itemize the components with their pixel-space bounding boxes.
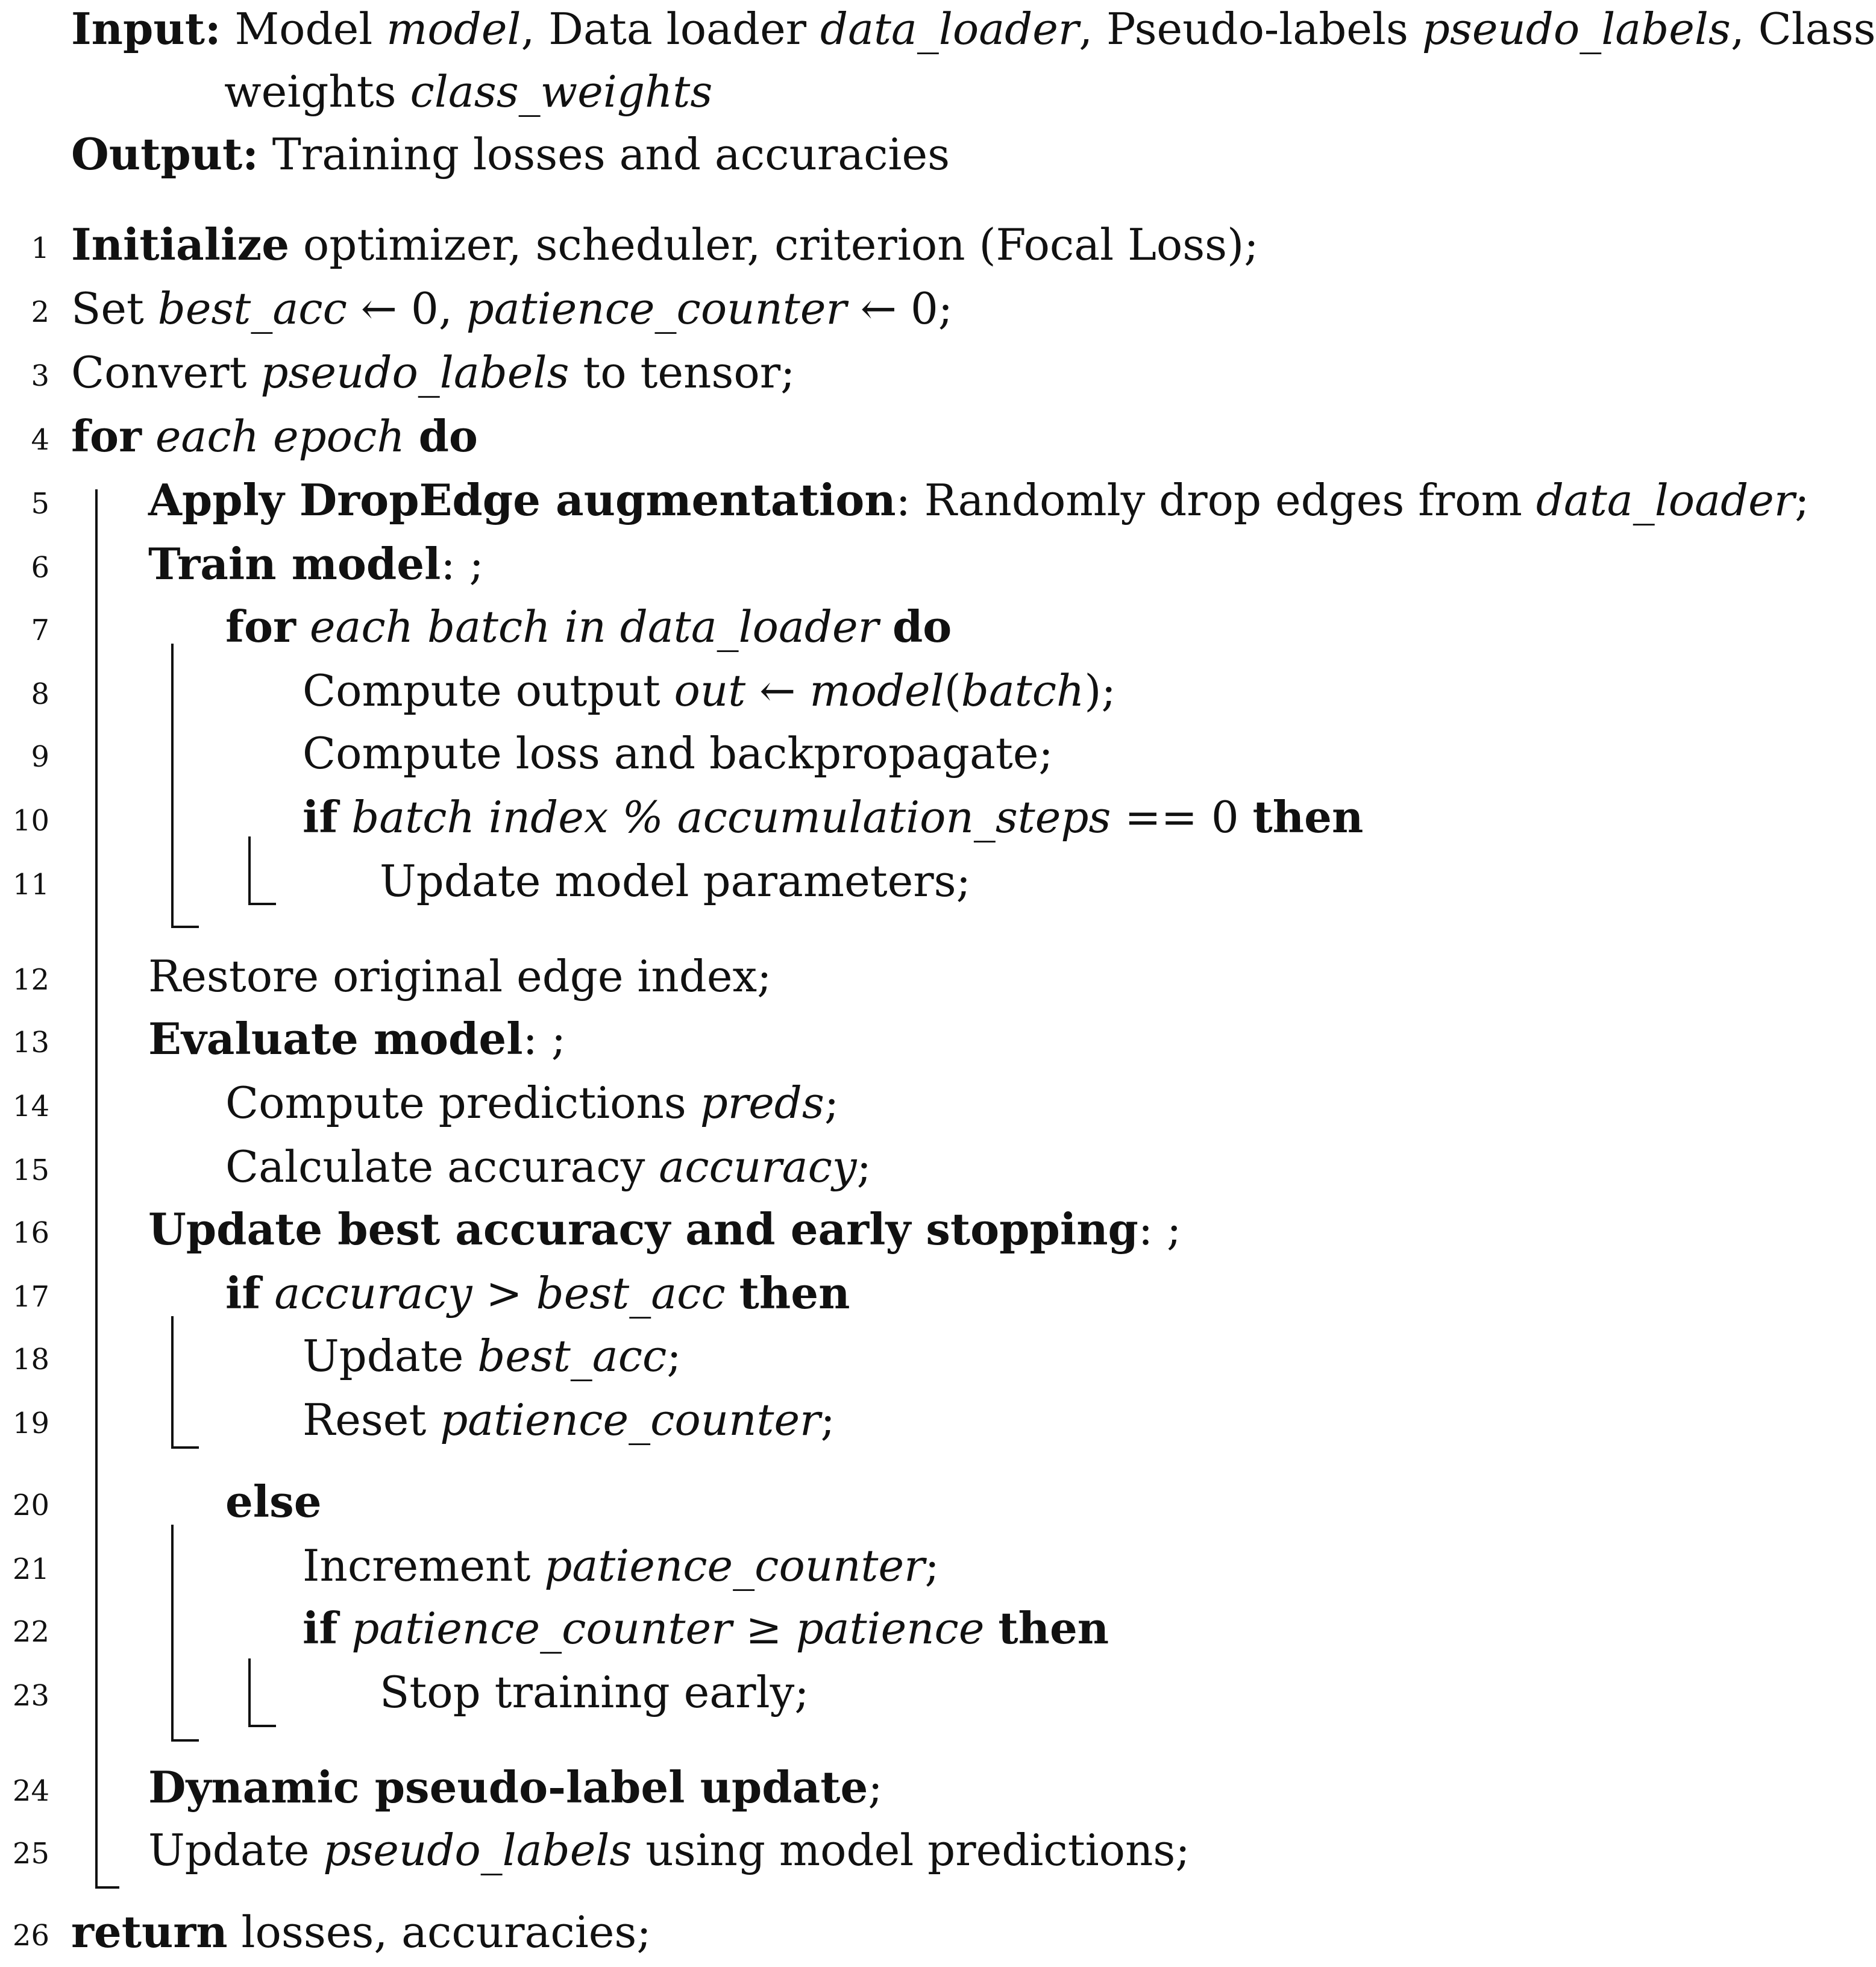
text-segment: : Randomly drop edges from xyxy=(896,475,1536,525)
algorithm-line xyxy=(0,1597,1851,1660)
line-number: 20 xyxy=(12,1489,49,1522)
line-number: 25 xyxy=(12,1837,49,1871)
line-number: 6 xyxy=(31,551,49,585)
line-number: 21 xyxy=(12,1552,49,1586)
text-segment: Evaluate model xyxy=(148,1013,523,1064)
text-segment: to tensor; xyxy=(569,347,795,398)
text-segment: Increment xyxy=(303,1540,545,1591)
text-segment: using model predictions; xyxy=(632,1825,1190,1875)
algorithm-line xyxy=(0,213,1851,276)
algorithm-line xyxy=(0,1325,1851,1387)
line-text xyxy=(71,1901,651,1963)
text-segment: Compute loss and backpropagate; xyxy=(303,728,1053,779)
algorithm-line xyxy=(0,595,1851,658)
line-text xyxy=(148,1008,566,1070)
block-bar-if-accuracy xyxy=(171,1316,174,1449)
text-segment: ; xyxy=(824,1078,839,1128)
line-number: 3 xyxy=(31,359,49,393)
line-text xyxy=(303,659,1116,722)
line-text xyxy=(303,786,1363,849)
text-segment: data_loader xyxy=(820,4,1079,54)
text-segment: each epoch xyxy=(141,411,419,462)
algorithm-line xyxy=(0,1901,1851,1963)
algorithm-line xyxy=(0,1071,1851,1134)
block-foot-if-accumulation xyxy=(248,903,276,905)
algorithm-line xyxy=(0,1756,1851,1819)
block-foot-if-patience xyxy=(248,1725,276,1727)
line-text xyxy=(303,1534,940,1597)
text-segment: Update xyxy=(303,1331,478,1381)
line-text xyxy=(225,1262,850,1325)
text-segment: Apply DropEdge augmentation xyxy=(148,474,896,525)
line-text xyxy=(380,1661,809,1724)
line-text xyxy=(380,850,971,912)
block-foot-for-epoch xyxy=(95,1886,119,1889)
line-text xyxy=(303,1597,1109,1660)
text-segment: Restore original edge index; xyxy=(148,951,772,1002)
line-text xyxy=(148,1819,1190,1881)
text-segment: if xyxy=(303,791,338,842)
text-segment: Set xyxy=(71,283,158,334)
text-segment: ; xyxy=(924,1540,940,1591)
text-segment: patience_counter xyxy=(440,1394,821,1445)
algorithm-line xyxy=(0,277,1851,340)
text-segment: ; xyxy=(1795,475,1810,525)
output-line xyxy=(71,123,950,186)
line-number: 5 xyxy=(31,487,49,521)
text-segment: Model xyxy=(234,4,387,54)
algorithm-line xyxy=(0,533,1851,595)
block-bar-for-epoch xyxy=(95,489,98,1889)
text-segment: Compute output xyxy=(303,665,674,716)
text-segment: if xyxy=(225,1267,261,1319)
algorithm-line xyxy=(0,1008,1851,1070)
text-segment: Stop training early; xyxy=(380,1667,809,1718)
line-number: 19 xyxy=(12,1407,49,1440)
line-text xyxy=(148,469,1809,532)
input-key: Input: xyxy=(71,3,221,54)
text-segment: Calculate accuracy xyxy=(225,1141,659,1192)
line-number: 12 xyxy=(12,963,49,997)
text-segment: pseudo_labels xyxy=(260,347,569,398)
text-segment: patience_counter xyxy=(337,1603,746,1654)
algorithm-line xyxy=(0,405,1851,468)
algorithm-line xyxy=(0,945,1851,1008)
block-bar-else xyxy=(171,1525,174,1742)
text-segment: class_weights xyxy=(410,66,713,117)
text-segment: > xyxy=(486,1268,536,1319)
algorithm-line xyxy=(0,850,1851,912)
text-segment: Compute predictions xyxy=(225,1078,700,1128)
line-number: 9 xyxy=(31,740,49,774)
text-segment: do xyxy=(418,410,478,462)
text-segment: ; xyxy=(856,1141,871,1192)
line-text xyxy=(71,341,795,404)
text-segment: ← xyxy=(745,665,810,716)
line-number: 14 xyxy=(12,1090,49,1123)
input-line-continued xyxy=(224,60,712,123)
algorithm-line xyxy=(0,659,1851,722)
block-foot-else xyxy=(171,1739,199,1742)
text-segment: pseudo_labels xyxy=(1422,4,1731,54)
text-segment: ← 0, xyxy=(347,283,466,334)
algorithm-line xyxy=(0,786,1851,849)
text-segment: best_acc xyxy=(536,1268,739,1319)
line-number: 2 xyxy=(31,295,49,329)
line-number: 24 xyxy=(12,1774,49,1808)
text-segment: then xyxy=(998,1602,1109,1654)
algorithm-line xyxy=(0,1135,1851,1198)
algorithm-line xyxy=(0,722,1851,785)
text-segment: : ; xyxy=(1138,1204,1182,1255)
block-foot-for-batch xyxy=(171,926,199,928)
text-segment: Update model parameters; xyxy=(380,856,971,906)
line-text xyxy=(225,1135,871,1198)
text-segment: for xyxy=(71,410,142,462)
text-segment: model xyxy=(809,665,944,716)
algorithm-line xyxy=(0,1470,1851,1533)
text-segment: ← 0; xyxy=(846,283,953,334)
text-segment: ); xyxy=(1084,665,1116,716)
text-segment: patience_counter xyxy=(544,1540,925,1591)
line-text xyxy=(148,1198,1181,1261)
text-segment: return xyxy=(71,1906,228,1957)
text-segment: then xyxy=(1252,791,1364,842)
text-segment: accuracy xyxy=(659,1141,857,1192)
output-text: Training losses and accuracies xyxy=(272,129,950,180)
text-segment: Train model xyxy=(148,538,441,589)
text-segment: patience_counter xyxy=(466,283,847,334)
line-text xyxy=(71,213,1258,276)
algorithm-line xyxy=(0,469,1851,532)
algorithm-line xyxy=(0,1198,1851,1261)
line-text xyxy=(225,1470,322,1533)
line-text xyxy=(148,1756,883,1819)
line-number: 16 xyxy=(12,1216,49,1250)
text-segment: else xyxy=(225,1476,322,1527)
text-segment: Initialize xyxy=(71,219,290,270)
block-foot-if-accuracy xyxy=(171,1446,199,1449)
algorithm-line xyxy=(0,1661,1851,1724)
line-text xyxy=(148,945,771,1008)
block-bar-for-batch xyxy=(171,644,174,928)
text-segment: each batch in data_loader xyxy=(295,601,893,652)
text-segment: if xyxy=(303,1602,338,1654)
line-text xyxy=(225,1071,839,1134)
text-segment: for xyxy=(225,601,296,652)
text-segment: out xyxy=(674,665,746,716)
line-number: 4 xyxy=(31,423,49,457)
text-segment: Dynamic pseudo-label update xyxy=(148,1762,868,1813)
line-number: 1 xyxy=(31,231,49,265)
line-text xyxy=(303,722,1053,785)
line-text xyxy=(71,405,478,468)
line-number: 17 xyxy=(12,1280,49,1314)
text-segment: data_loader xyxy=(1536,475,1795,525)
line-text xyxy=(225,595,952,658)
text-segment: ≥ xyxy=(745,1603,796,1654)
text-segment: ( xyxy=(944,665,961,716)
block-bar-if-accumulation xyxy=(248,836,251,905)
line-number: 13 xyxy=(12,1026,49,1059)
text-segment: Reset xyxy=(303,1394,441,1445)
algorithm-line xyxy=(0,1819,1851,1881)
text-segment: Update xyxy=(148,1825,324,1875)
input-line xyxy=(71,0,1876,60)
text-segment: best_acc xyxy=(157,283,347,334)
algorithm-line xyxy=(0,341,1851,404)
text-segment: == 0 xyxy=(1125,792,1253,842)
text-segment: ; xyxy=(667,1331,682,1381)
text-segment: : ; xyxy=(441,539,484,589)
line-number: 23 xyxy=(12,1679,49,1713)
algorithm-line xyxy=(0,1534,1851,1597)
text-segment: : ; xyxy=(522,1014,566,1064)
text-segment: batch index % accumulation_steps xyxy=(337,792,1125,842)
line-number: 26 xyxy=(12,1919,49,1953)
text-segment: preds xyxy=(700,1078,824,1128)
line-text xyxy=(303,1388,835,1451)
text-segment: , Pseudo-labels xyxy=(1079,4,1422,54)
text-segment: , Data loader xyxy=(521,4,820,54)
input-text-continued xyxy=(224,66,712,117)
algorithm-line xyxy=(0,1262,1851,1325)
text-segment: ; xyxy=(820,1394,835,1445)
line-number: 11 xyxy=(12,868,49,902)
text-segment: then xyxy=(739,1267,850,1319)
text-segment: pseudo_labels xyxy=(323,1825,632,1875)
text-segment: patience xyxy=(795,1603,999,1654)
line-number: 15 xyxy=(12,1153,49,1187)
text-segment: ; xyxy=(868,1762,883,1813)
line-number: 18 xyxy=(12,1343,49,1376)
text-segment: do xyxy=(892,601,952,652)
text-segment: losses, accuracies; xyxy=(227,1907,651,1957)
line-number: 10 xyxy=(12,804,49,838)
line-number: 22 xyxy=(12,1615,49,1649)
line-text xyxy=(71,277,953,340)
line-text xyxy=(303,1325,682,1387)
line-number: 7 xyxy=(31,613,49,647)
text-segment: accuracy xyxy=(260,1268,486,1319)
line-text xyxy=(148,533,484,595)
text-segment: Convert xyxy=(71,347,261,398)
algorithm-line xyxy=(0,1388,1851,1451)
text-segment: model xyxy=(386,4,521,54)
text-segment: best_acc xyxy=(477,1331,667,1381)
line-number: 8 xyxy=(31,677,49,711)
block-bar-if-patience xyxy=(248,1658,251,1727)
text-segment: , Class xyxy=(1730,4,1876,54)
output-key: Output: xyxy=(71,128,259,180)
text-segment: batch xyxy=(961,665,1085,716)
input-text xyxy=(234,4,1875,54)
text-segment: Update best accuracy and early stopping xyxy=(148,1203,1138,1255)
text-segment: weights xyxy=(224,66,410,117)
text-segment: optimizer, scheduler, criterion (Focal Loss); xyxy=(289,219,1259,270)
